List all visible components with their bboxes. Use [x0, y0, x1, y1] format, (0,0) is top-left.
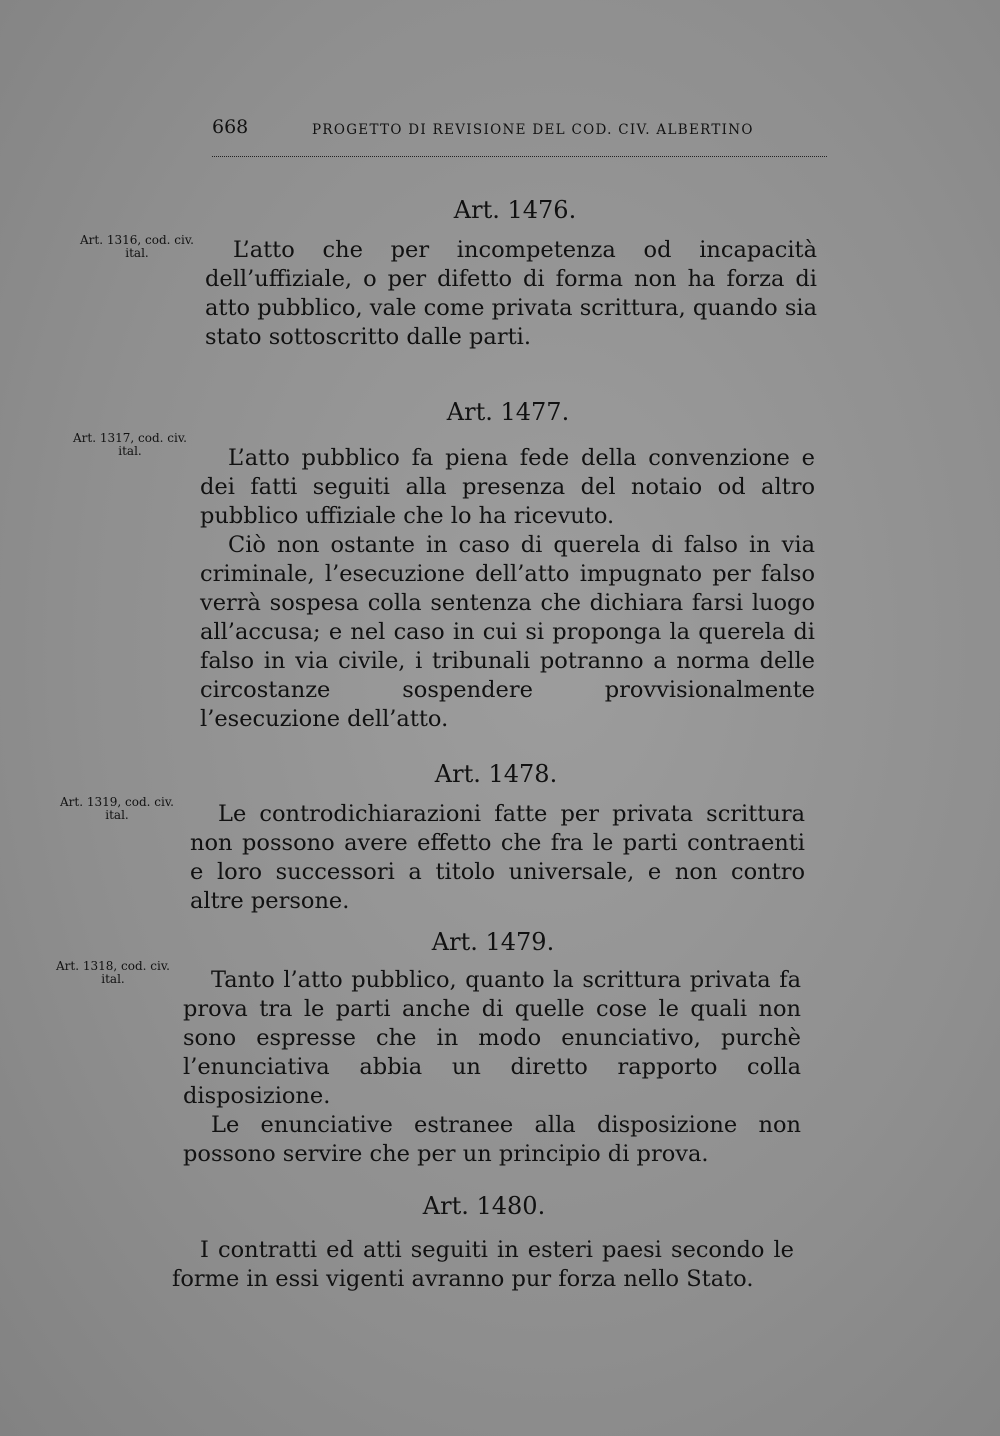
page-number: 668 — [212, 116, 249, 138]
article-text — [190, 800, 805, 916]
margin-note: Art. 1317, cod. civ. ital. — [72, 431, 187, 458]
paragraph: Le controdichiarazioni fatte per privata scrittura non possono avere effetto che fra le parti contraenti e loro successori a titolo universale, e non contro altre persone. — [190, 801, 805, 914]
margin-note: Art. 1319, cod. civ. ital. — [59, 795, 174, 822]
paragraph: Le enunciative estranee alla disposizione non possono servire che per un principio di prova. — [183, 1112, 801, 1167]
paragraph: Ciò non ostante in caso di querela di falso in via criminale, l’esecuzione dell’atto impugnato per falso verrà sospesa colla sentenza che dichiara farsi luogo all’accusa; e nel caso in cui si proponga la querela di falso in via civile, i tribunali potranno a norma delle circostanze sospendere provvisionalmente l’esecuzione dell’atto. — [200, 532, 815, 732]
article-heading: Art. 1477. — [446, 398, 570, 426]
paragraph: L’atto pubblico fa piena fede della convenzione e dei fatti seguiti alla presenza del notaio od altro pubblico uffiziale che lo ha ricevuto. — [200, 445, 815, 529]
article-text — [183, 966, 801, 1169]
running-title: PROGETTO DI REVISIONE DEL COD. CIV. ALBERTINO — [312, 122, 754, 138]
article-text — [172, 1236, 794, 1294]
article-heading: Art. 1479. — [431, 928, 555, 956]
paragraph: I contratti ed atti seguiti in esteri paesi secondo le forme in essi vigenti avranno pur forza nello Stato. — [172, 1237, 794, 1292]
running-header — [212, 112, 827, 157]
article-text — [205, 236, 817, 352]
paragraph: Tanto l’atto pubblico, quanto la scrittura privata fa prova tra le parti anche di quelle cose le quali non sono espresse che in modo enunciativo, purchè l’enunciativa abbia un diretto rapporto colla disposizione. — [183, 967, 801, 1109]
article-heading: Art. 1478. — [434, 760, 558, 788]
article-heading: Art. 1480. — [422, 1192, 546, 1220]
margin-note: Art. 1316, cod. civ. ital. — [79, 233, 194, 260]
article-heading: Art. 1476. — [453, 196, 577, 224]
margin-note: Art. 1318, cod. civ. ital. — [55, 959, 170, 986]
paragraph: L’atto che per incompetenza od incapacità dell’uffiziale, o per difetto di forma non ha forza di atto pubblico, vale come privata scrittura, quando sia stato sottoscritto dalle parti. — [205, 237, 817, 350]
article-text — [200, 444, 815, 734]
